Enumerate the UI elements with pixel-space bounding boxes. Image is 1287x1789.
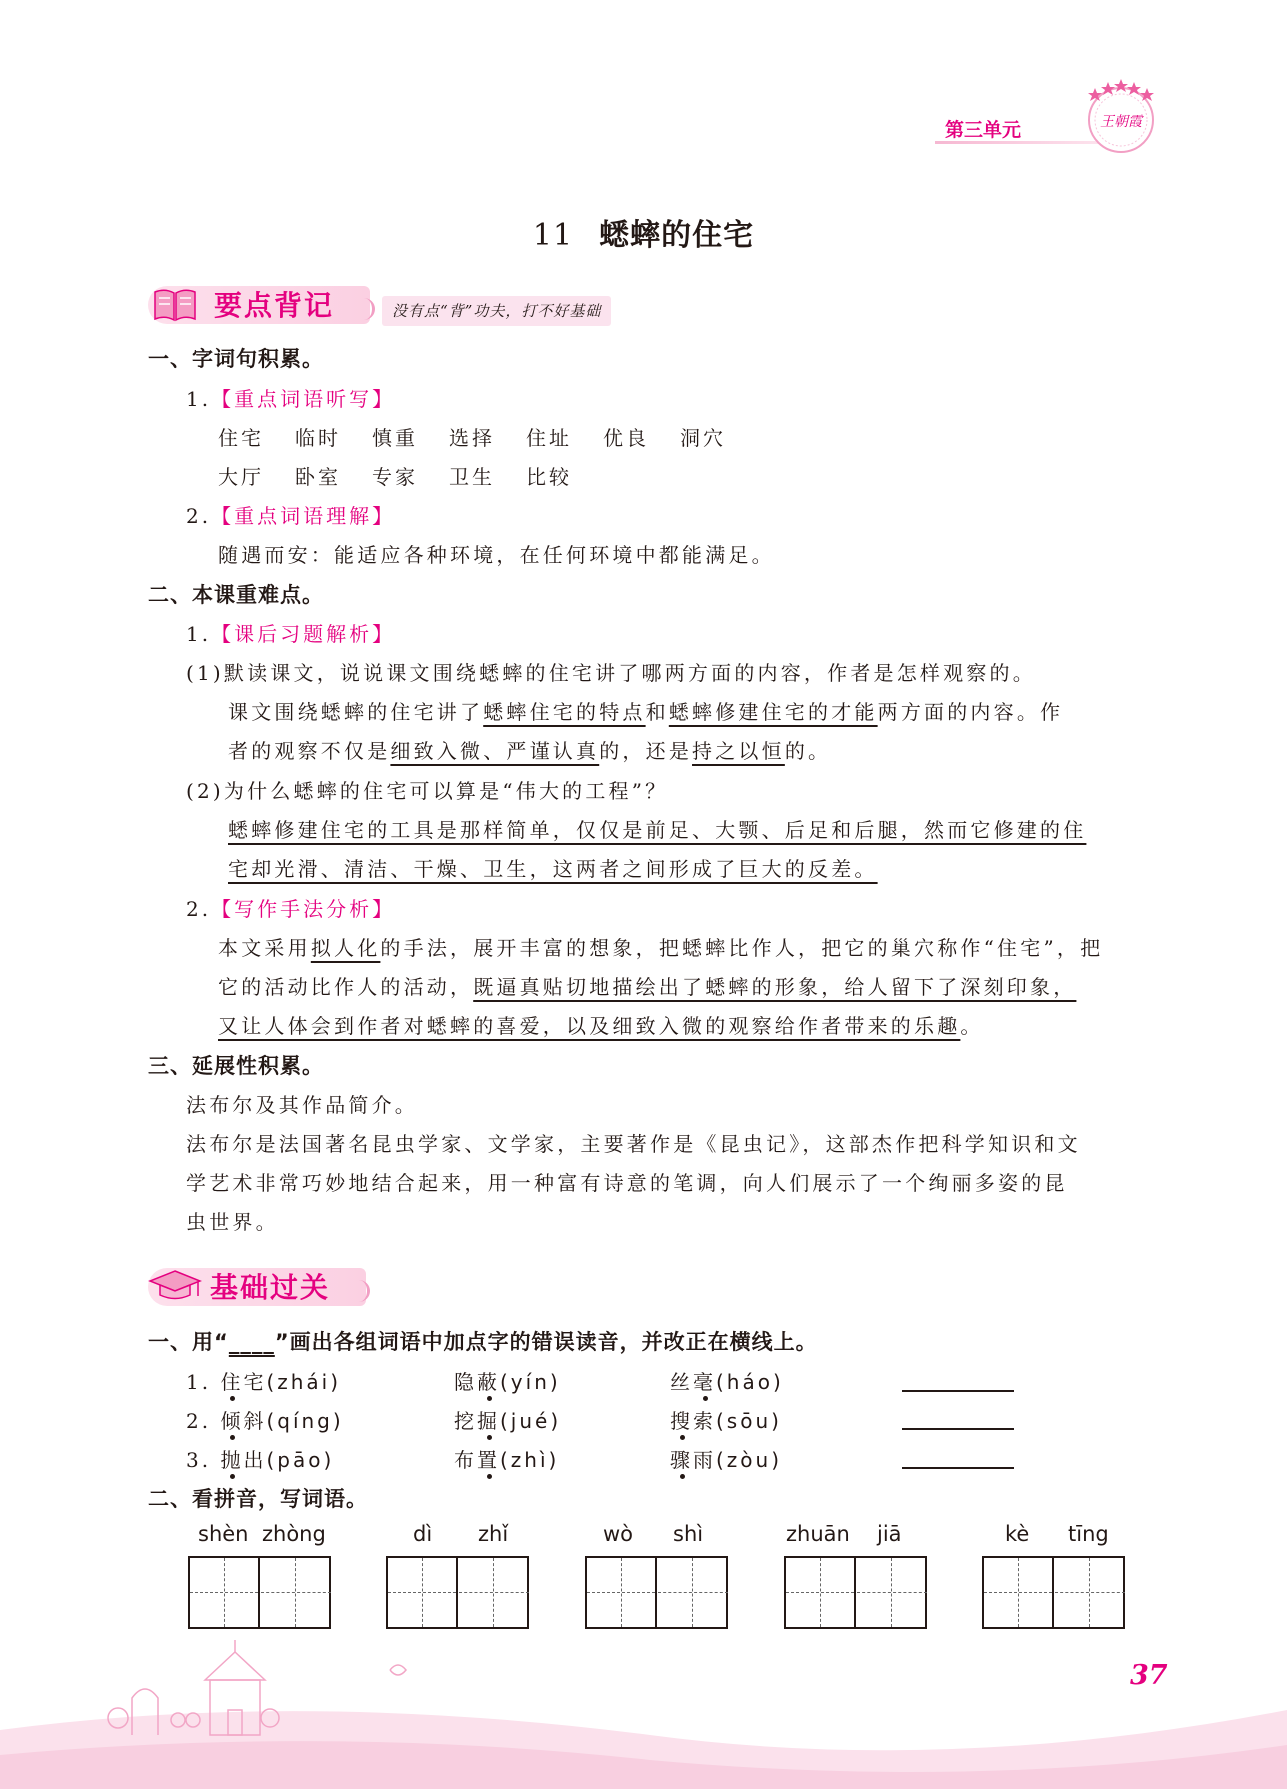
- item-title-dictation: 【重点词语听写】: [211, 387, 396, 411]
- writing-grid[interactable]: [386, 1556, 529, 1629]
- writing-analysis-line-2: [218, 971, 1076, 1000]
- writing-analysis-line-3: [218, 1010, 984, 1039]
- question-2: (2)为什么蟋蟀的住宅可以算是“伟大的工程”？: [186, 779, 669, 803]
- pinyin-syllable: zhǐ: [478, 1522, 509, 1546]
- footer-decoration: [0, 1640, 1287, 1789]
- item-writing-analysis: [186, 893, 395, 922]
- answer-text: 两方面的内容。作: [877, 700, 1064, 724]
- heading-text: 一、用“: [148, 1330, 229, 1354]
- answer-1-line-2: [228, 735, 831, 764]
- exercise-word: [670, 1366, 784, 1395]
- word-item: 慎重: [372, 426, 418, 450]
- item-understanding: [186, 500, 395, 529]
- word-item: 优良: [603, 426, 649, 450]
- row-number: 2.: [186, 1409, 212, 1433]
- heading-text: ”画出各组词语中加点字的错误读音，并改正在横线上。: [274, 1330, 818, 1354]
- word-item: 卫生: [449, 465, 495, 489]
- section-title-key-points: 要点背记: [214, 289, 335, 322]
- writing-analysis-line-1: [218, 932, 1103, 961]
- open-book-icon: [152, 284, 198, 324]
- exercise-word: [670, 1444, 782, 1473]
- dotted-char: 抛: [220, 1448, 244, 1472]
- word-list-row1: [218, 422, 757, 451]
- pinyin-syllable: wò: [603, 1522, 634, 1546]
- word-char: 丝: [670, 1370, 693, 1394]
- pinyin-reading: (yín): [500, 1370, 561, 1394]
- grid-cell[interactable]: [459, 1558, 529, 1627]
- section-banner-basics: [148, 1262, 388, 1310]
- grid-cell[interactable]: [658, 1558, 728, 1627]
- extension-line-2: 学艺术非常巧妙地结合起来，用一种富有诗意的笔调，向人们展示了一个绚丽多姿的昆: [186, 1171, 1068, 1195]
- unit-underline: [935, 141, 1105, 144]
- word-char: 索: [693, 1409, 716, 1433]
- word-char: 出: [243, 1448, 267, 1472]
- section-title-basics: 基础过关: [210, 1271, 331, 1304]
- grid-cell[interactable]: [1055, 1558, 1125, 1627]
- word-item: 住宅: [218, 426, 264, 450]
- dotted-char: 毫: [693, 1370, 716, 1394]
- answer-text: 的。: [784, 739, 832, 763]
- pinyin-reading: (háo): [716, 1370, 784, 1394]
- answer-1-line-1: [228, 696, 1063, 725]
- word-char: 斜: [243, 1409, 267, 1433]
- word-item: 比较: [526, 465, 572, 489]
- writing-grid[interactable]: [982, 1556, 1125, 1629]
- section-slogan: 没有点“背”功夫，打不好基础: [382, 296, 611, 326]
- row-number: 1.: [186, 1370, 212, 1394]
- answer-2-line-2: [228, 853, 878, 882]
- word-char: 布: [454, 1448, 477, 1472]
- word-char: 挖: [454, 1409, 477, 1433]
- underlined-key-phrase: 蟋蟀住宅的特点: [483, 700, 646, 724]
- extension-line-1: 法布尔是法国著名昆虫学家、文学家，主要著作是《昆虫记》，这部杰作把科学知识和文: [186, 1132, 1081, 1156]
- pinyin-reading: (zhái): [266, 1370, 342, 1394]
- banner-curl: [353, 298, 375, 320]
- grid-cell[interactable]: [984, 1558, 1054, 1627]
- pinyin-syllable: shì: [673, 1522, 704, 1546]
- grid-cell[interactable]: [857, 1558, 927, 1627]
- banner-curl: [348, 1280, 370, 1302]
- underlined-key-phrase: 既逼真贴切地描绘出了蟋蟀的形象，给人留下了深刻印象，: [473, 975, 1077, 999]
- underlined-key-phrase: 拟人化: [310, 936, 381, 960]
- analysis-text: 它的活动比作人的活动，: [218, 975, 474, 999]
- pinyin-reading: (jué): [500, 1409, 562, 1433]
- word-item: 专家: [372, 465, 418, 489]
- pinyin-syllable: zhuān: [786, 1522, 850, 1546]
- part3-heading: 三、延展性积累。: [148, 1054, 324, 1078]
- row-number: 3.: [186, 1448, 212, 1472]
- pinyin-syllable: zhòng: [262, 1522, 326, 1546]
- underlined-key-phrase: 细致入微、严谨认真: [390, 739, 600, 763]
- pinyin-syllable: tīng: [1068, 1522, 1109, 1546]
- underlined-key-phrase: 持之以恒: [692, 739, 785, 763]
- answer-blank-line[interactable]: [902, 1390, 1014, 1392]
- word-item: 大厅: [218, 465, 264, 489]
- word-list-row2: [218, 461, 603, 490]
- page-number: 37: [1130, 1660, 1168, 1691]
- item-number: 2.: [186, 897, 212, 921]
- dotted-char: 蔽: [477, 1370, 500, 1394]
- pinyin-reading: (qíng): [266, 1409, 344, 1433]
- answer-text: 者的观察不仅是: [228, 739, 391, 763]
- question-1: (1)默读课文，说说课文围绕蟋蟀的住宅讲了哪两方面的内容，作者是怎样观察的。: [186, 661, 1036, 685]
- word-item: 住址: [526, 426, 572, 450]
- dotted-char: 搜: [670, 1409, 693, 1433]
- item-title-writing-analysis: 【写作手法分析】: [211, 897, 396, 921]
- heading-blank: ____: [228, 1330, 275, 1354]
- dotted-char: 骤: [670, 1448, 693, 1472]
- exercise-row: [186, 1366, 341, 1395]
- exercise-word: [670, 1405, 782, 1434]
- grid-cell[interactable]: [261, 1558, 331, 1627]
- item-exercise-analysis: [186, 618, 395, 647]
- word-item: 选择: [449, 426, 495, 450]
- analysis-text: 的手法，展开丰富的想象，把蟋蟀比作人，把它的巢穴称作“住宅”，把: [380, 936, 1104, 960]
- pinyin-reading: (zhì): [500, 1448, 560, 1472]
- underlined-key-phrase: 又让人体会到作者对蟋蟀的喜爱，以及细致入微的观察给作者带来的乐趣: [218, 1014, 961, 1038]
- lesson-title-text: 蟋蟀的住宅: [599, 218, 755, 253]
- section-banner-key-points: [148, 280, 638, 328]
- word-item: 卧室: [295, 465, 341, 489]
- item-number: 1.: [186, 622, 212, 646]
- word-char: 隐: [454, 1370, 477, 1394]
- grid-cell[interactable]: [388, 1558, 458, 1627]
- answer-text: 和: [645, 700, 669, 724]
- underlined-answer: 蟋蟀修建住宅的工具是那样简单，仅仅是前足、大颚、后足和后腿，然而它修建的住: [228, 818, 1087, 842]
- exercise-row: [186, 1444, 334, 1473]
- pinyin-syllable: dì: [413, 1522, 433, 1546]
- pinyin-syllable: shèn: [198, 1522, 249, 1546]
- dotted-char: 住: [220, 1370, 244, 1394]
- item-title-exercise-analysis: 【课后习题解析】: [211, 622, 396, 646]
- writing-grid[interactable]: [188, 1556, 331, 1629]
- svg-text:王朝霞: 王朝霞: [1100, 114, 1142, 130]
- analysis-text: 本文采用: [218, 936, 311, 960]
- answer-text: 课文围绕蟋蟀的住宅讲了: [228, 700, 484, 724]
- word-char: 宅: [243, 1370, 267, 1394]
- item-title-understanding: 【重点词语理解】: [211, 504, 396, 528]
- underlined-key-phrase: 蟋蟀修建住宅的才能: [668, 700, 878, 724]
- exercise-row: [186, 1405, 344, 1434]
- writing-grid[interactable]: [784, 1556, 927, 1629]
- graduation-cap-icon: [148, 1268, 202, 1304]
- exercise-word: [454, 1366, 561, 1395]
- extension-line-3: 虫世界。: [186, 1210, 279, 1234]
- item-number: 1.: [186, 387, 212, 411]
- underlined-answer: 宅却光滑、清洁、干燥、卫生，这两者之间形成了巨大的反差。: [228, 857, 878, 881]
- part1-heading: 一、字词句积累。: [148, 347, 324, 371]
- answer-2-line-1: [228, 814, 1086, 843]
- word-item: 洞穴: [680, 426, 726, 450]
- exercise-word: [454, 1405, 561, 1434]
- pinyin-syllable: kè: [1005, 1522, 1030, 1546]
- unit-header: [935, 115, 1105, 145]
- writing-grid[interactable]: [585, 1556, 728, 1629]
- extension-intro: 法布尔及其作品简介。: [186, 1093, 418, 1117]
- pinyin-syllable: jiā: [877, 1522, 902, 1546]
- dotted-char: 倾: [220, 1409, 244, 1433]
- lesson-title: [0, 210, 1287, 254]
- idiom-explanation: 随遇而安：能适应各种环境，在任何环境中都能满足。: [218, 543, 775, 567]
- item-dictation: [186, 383, 395, 412]
- pinyin-reading: (pāo): [266, 1448, 335, 1472]
- part2-heading: 二、本课重难点。: [148, 583, 324, 607]
- exercise-1-heading: [148, 1326, 818, 1356]
- unit-label: 第三单元: [945, 119, 1022, 141]
- grid-cell[interactable]: [786, 1558, 856, 1627]
- word-item: 临时: [295, 426, 341, 450]
- answer-blank-line[interactable]: [902, 1428, 1014, 1430]
- pinyin-reading: (sōu): [716, 1409, 782, 1433]
- brand-seal-logo: [1082, 78, 1160, 156]
- dotted-char: 置: [477, 1448, 500, 1472]
- word-char: 雨: [693, 1448, 716, 1472]
- item-number: 2.: [186, 504, 212, 528]
- grid-cell[interactable]: [587, 1558, 657, 1627]
- lesson-number: 11: [532, 218, 574, 253]
- analysis-text: 。: [960, 1014, 984, 1038]
- answer-blank-line[interactable]: [902, 1467, 1014, 1469]
- exercise-word: [454, 1444, 559, 1473]
- pinyin-reading: (zòu): [716, 1448, 783, 1472]
- exercise-2-heading: 二、看拼音，写词语。: [148, 1487, 368, 1511]
- dotted-char: 掘: [477, 1409, 500, 1433]
- answer-text: 的，还是: [599, 739, 693, 763]
- grid-cell[interactable]: [190, 1558, 260, 1627]
